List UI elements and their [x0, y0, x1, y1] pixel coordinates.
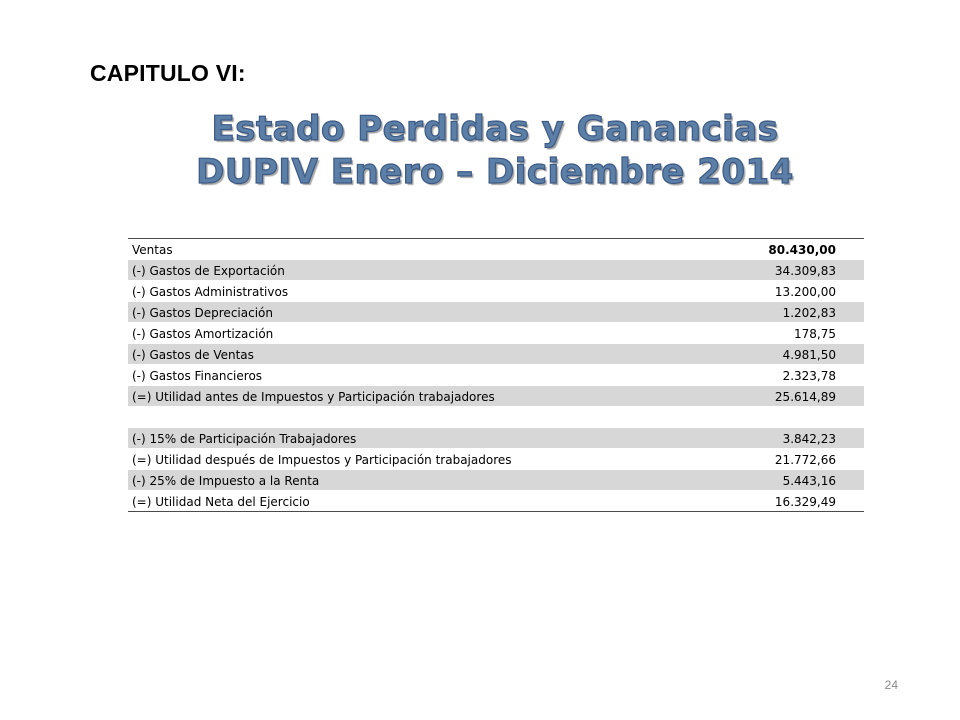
row-value: 4.981,50 [782, 348, 836, 362]
row-value: 80.430,00 [768, 243, 836, 257]
row-label: (=) Utilidad antes de Impuestos y Participación trabajadores [132, 390, 495, 404]
chapter-heading: CAPITULO VI: [90, 60, 246, 86]
table-spacer-row [128, 407, 864, 428]
row-value: 21.772,66 [774, 453, 836, 467]
table-row [128, 491, 864, 512]
page-number: 24 [884, 678, 898, 692]
row-label: (-) Gastos de Ventas [132, 348, 254, 362]
row-value: 5.443,16 [782, 474, 836, 488]
row-label: (=) Utilidad Neta del Ejercicio [132, 495, 310, 509]
row-label: (=) Utilidad después de Impuestos y Participación trabajadores [132, 453, 512, 467]
row-value: 1.202,83 [782, 306, 836, 320]
row-label: (-) Gastos de Exportación [132, 264, 285, 278]
table-row [128, 302, 864, 323]
row-label: (-) Gastos Depreciación [132, 306, 273, 320]
row-value: 2.323,78 [782, 369, 836, 383]
row-label: (-) Gastos Amortización [132, 327, 274, 341]
table-row [128, 281, 864, 302]
table-row [128, 449, 864, 470]
table-row [128, 365, 864, 386]
table-row [128, 470, 864, 491]
income-statement-table [128, 238, 864, 512]
row-label: (-) Gastos Financieros [132, 369, 263, 383]
row-value: 13.200,00 [774, 285, 836, 299]
row-value: 25.614,89 [774, 390, 836, 404]
row-label: (-) 25% de Impuesto a la Renta [132, 474, 320, 488]
table-row [128, 260, 864, 281]
row-value: 3.842,23 [782, 432, 836, 446]
row-value: 16.329,49 [774, 495, 836, 509]
statement-title-line-1: Estado Perdidas y Ganancias [211, 109, 779, 149]
table-row [128, 344, 864, 365]
row-label: (-) 15% de Participación Trabajadores [132, 432, 357, 446]
row-value: 34.309,83 [774, 264, 836, 278]
table-row [128, 239, 864, 260]
row-label: Ventas [132, 243, 173, 257]
table-row [128, 428, 864, 449]
row-label: (-) Gastos Administrativos [132, 285, 289, 299]
table-row [128, 323, 864, 344]
table-row [128, 386, 864, 407]
statement-title-line-2: DUPIV Enero – Diciembre 2014 [196, 152, 794, 192]
row-value: 178,75 [794, 327, 836, 341]
